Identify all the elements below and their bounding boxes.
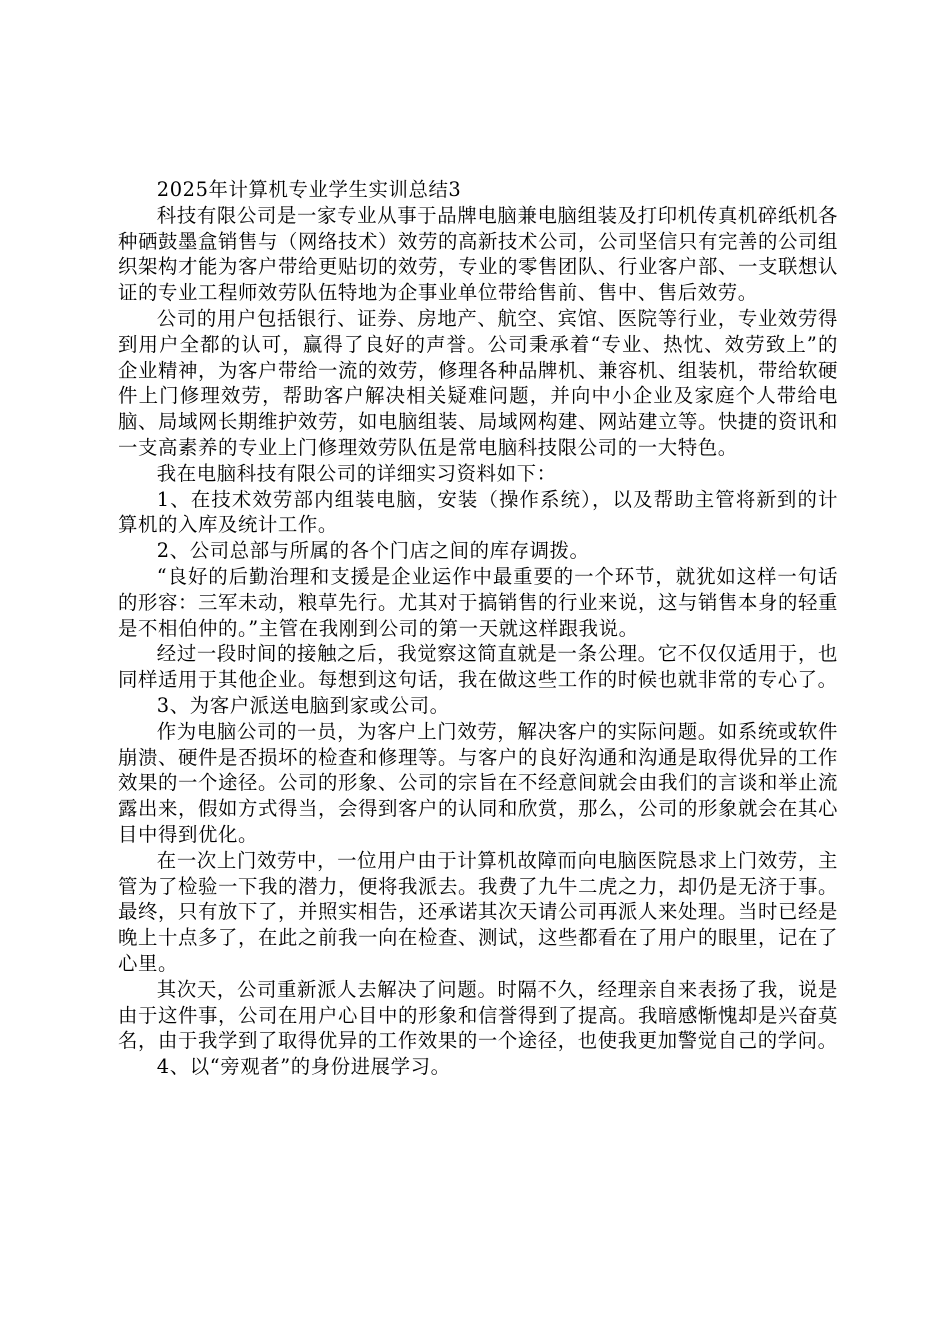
paragraph-item-2: 2、公司总部与所属的各个门店之间的库存调拨。 — [156, 539, 590, 563]
paragraph-onsite-story: 在一次上门效劳中，一位用户由于计算机故障而向电脑医院恳求上门效劳，主管为了检验一下我的潜力，便将我派去。我费了九牛二虎之力，却仍是无济于事。最终，只有放下了，并照实相告，还承诺其次天请公司再派人来处理。当时已经是晚上十点多了，在此之前我一向在检查、测试，这些都看在了用户的眼里，记在了心里。 — [118, 848, 838, 975]
paragraph-reflection: 经过一段时间的接触之后，我觉察这简直就是一条公理。它不仅仅适用于，也同样适用于其他企业。每想到这句话，我在做这些工作的时候也就非常的专心了。 — [118, 642, 838, 692]
paragraph-item-1: 1、在技术效劳部内组装电脑，安装（操作系统），以及帮助主管将新到的计算机的入库及统计工作。 — [118, 487, 838, 537]
document-body — [118, 177, 838, 1080]
paragraph-service: 作为电脑公司的一员，为客户上门效劳，解决客户的实际问题。如系统或软件崩溃、硬件是否损坏的检查和修理等。与客户的良好沟通和沟通是取得优异的工作效果的一个途径。公司的形象、公司的宗旨在不经意间就会由我们的言谈和举止流露出来，假如方式得当，会得到客户的认同和欣赏，那么，公司的形象就会在其心目中得到优化。 — [118, 719, 838, 846]
paragraph-item-3: 3、为客户派送电脑到家或公司。 — [156, 693, 450, 717]
paragraph-company-intro: 科技有限公司是一家专业从事于品牌电脑兼电脑组装及打印机传真机碎纸机各种硒鼓墨盒销售与（网络技术）效劳的高新技术公司，公司坚信只有完善的公司组织架构才能为客户带给更贴切的效劳，专业的零售团队、行业客户部、一支联想认证的专业工程师效劳队伍特地为企事业单位带给售前、售中、售后效劳。 — [118, 203, 838, 305]
paragraph-next-day: 其次天，公司重新派人去解决了问题。时隔不久，经理亲自来表扬了我，说是由于这件事，公司在用户心目中的形象和信誉得到了提高。我暗感惭愧却是兴奋莫名，由于我学到了取得优异的工作效果的一个途径，也使我更加警觉自己的学问。 — [118, 977, 838, 1053]
paragraph-logistics-quote: “良好的后勤治理和支援是企业运作中最重要的一个环节，就犹如这样一句话的形容：三军未动，粮草先行。尤其对于搞销售的行业来说，这与销售本身的轻重是不相伯仲的。”主管在我刚到公司的第一天就这样跟我说。 — [118, 564, 838, 640]
document-title: 2025年计算机专业学生实训总结3 — [156, 178, 462, 201]
paragraph-internship-intro: 我在电脑科技有限公司的详细实习资料如下： — [156, 461, 557, 485]
paragraph-company-users: 公司的用户包括银行、证券、房地产、航空、宾馆、医院等行业，专业效劳得到用户全都的认可，赢得了良好的声誉。公司秉承着“专业、热忱、效劳致上”的企业精神，为客户带给一流的效劳，修理各种品牌机、兼容机、组装机，带给软硬件上门修理效劳，帮助客户解决相关疑难问题，并向中小企业及家庭个人带给电脑、局域网长期维护效劳，如电脑组装、局域网构建、网站建立等。快捷的资讯和一支高素养的专业上门修理效劳队伍是常电脑科技限公司的一大特色。 — [118, 306, 838, 459]
paragraph-item-4: 4、以“旁观者”的身份进展学习。 — [156, 1055, 451, 1079]
